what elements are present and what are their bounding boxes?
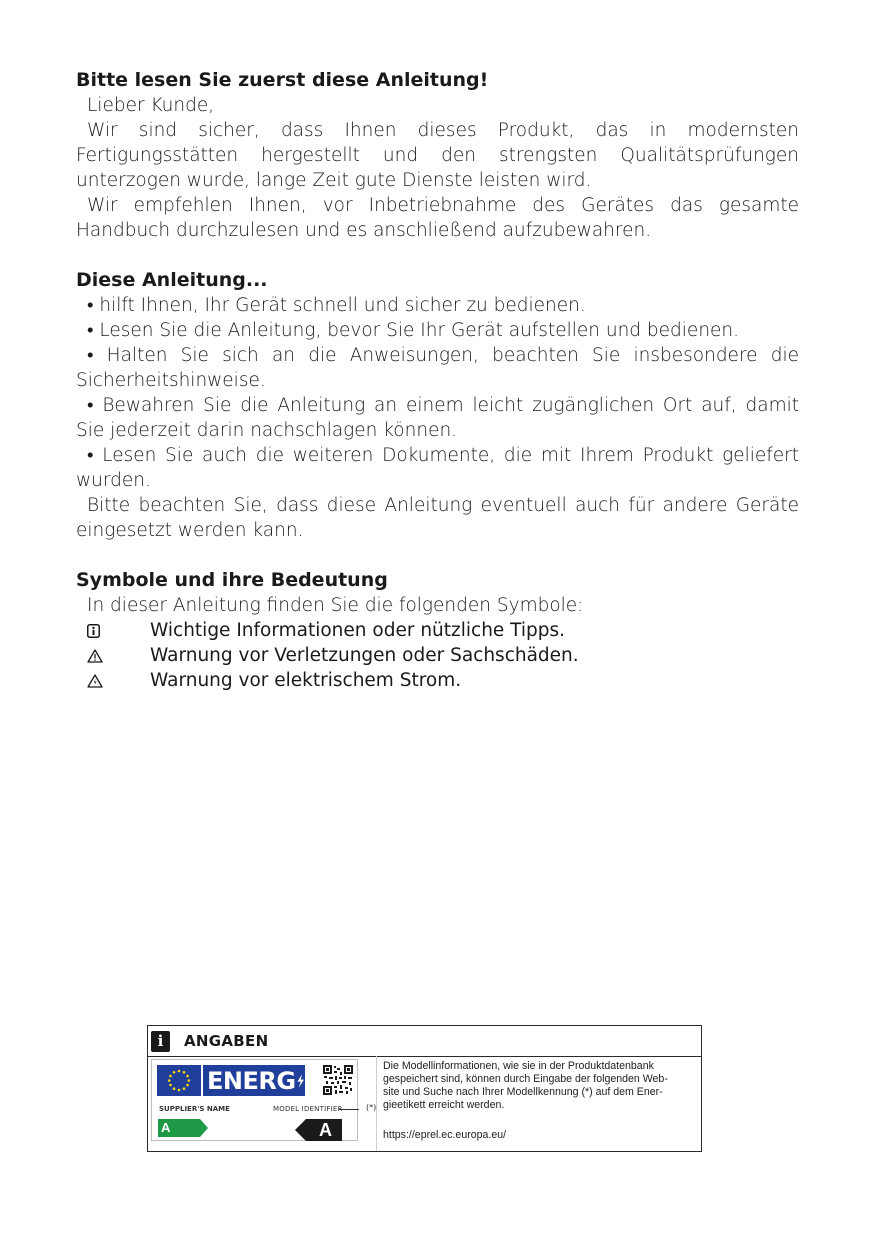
heading-this-manual: Diese Anleitung... — [76, 269, 268, 291]
scale-class-arrow — [158, 1119, 208, 1137]
bullet-item: • Lesen Sie auch die weiteren Dokumente, die mit Ihrem Produkt geliefert wurden. — [76, 445, 799, 491]
eprel-link[interactable]: https://eprel.ec.europa.eu/ — [383, 1129, 507, 1141]
symbols-intro: In dieser Anleitung finden Sie die folgenden Symbole: — [87, 595, 584, 616]
symbol-description: Wichtige Informationen oder nützliche Tipps. — [150, 620, 566, 641]
asterisk-marker: (*) — [366, 1103, 377, 1112]
symbol-row-info — [76, 618, 799, 643]
electric-warning-icon — [76, 674, 150, 688]
info-icon — [76, 624, 150, 638]
product-info-box — [147, 1025, 702, 1152]
product-class-letter: A — [319, 1120, 332, 1140]
intro-paragraph: Wir sind sicher, dass Ihnen dieses Produkt, das in modernsten Fertigungsstätten hergestellt und den strengsten Qualitätsprüfungen unterzogen wurde, lange Zeit gute Dienste leisten wird. — [76, 120, 799, 191]
supplier-name-label: SUPPLIER'S NAME — [159, 1105, 230, 1113]
lightning-icon — [296, 1070, 305, 1092]
energy-wordmark — [203, 1065, 305, 1096]
eu-flag-icon — [157, 1065, 201, 1096]
qr-code-icon — [323, 1065, 353, 1095]
symbol-description: Warnung vor Verletzungen oder Sachschäden. — [150, 645, 579, 666]
info-badge-icon: i — [151, 1031, 170, 1052]
scale-class-letter: A — [161, 1120, 171, 1135]
energy-text: ENERG — [207, 1066, 296, 1095]
heading-symbols: Symbole und ihre Bedeutung — [76, 569, 388, 591]
symbol-row-warning — [76, 643, 799, 668]
pointer-line — [339, 1109, 359, 1110]
product-class-arrow — [295, 1119, 342, 1141]
energy-label-image — [151, 1059, 377, 1141]
bullet-item: • Bewahren Sie die Anleitung an einem leicht zugänglichen Ort auf, damit Sie jederzeit darin nachschlagen können. — [76, 395, 799, 441]
symbol-description: Warnung vor elektrischem Strom. — [150, 670, 462, 691]
bullet-item: • Halten Sie sich an die Anweisungen, beachten Sie insbesondere die Sicherheitshinweise. — [76, 345, 799, 391]
manual-page — [76, 68, 799, 693]
warning-icon — [76, 649, 150, 663]
bullet-item: • Lesen Sie die Anleitung, bevor Sie Ihr Gerät aufstellen und bedienen. — [87, 320, 740, 341]
other-devices-note: Bitte beachten Sie, dass diese Anleitung eventuell auch für andere Geräte eingesetzt werden kann. — [76, 495, 799, 541]
bullet-item: • hilft Ihnen, Ihr Gerät schnell und sicher zu bedienen. — [87, 295, 586, 316]
vertical-divider — [376, 1056, 377, 1151]
model-identifier-label: MODEL IDENTIFIER — [273, 1105, 343, 1113]
info-box-title: ANGABEN — [184, 1032, 269, 1050]
recommendation-paragraph: Wir empfehlen Ihnen, vor Inbetriebnahme des Gerätes das gesamte Handbuch durchzulesen und es anschließend aufzubewahren. — [76, 195, 799, 241]
info-box-header — [148, 1026, 701, 1057]
salutation: Lieber Kunde, — [87, 95, 215, 116]
symbol-row-electric — [76, 668, 799, 693]
heading-read-first: Bitte lesen Sie zuerst diese Anleitung! — [76, 69, 489, 91]
model-info-description: Die Modellinformationen, wie sie in der Produktdatenbank gespeichert sind, können durch Eingabe der folgenden Web-site und Suche nach Ihrer Modellkennung (*) auf dem Ener-gieetikett erreicht werden. — [383, 1060, 668, 1111]
